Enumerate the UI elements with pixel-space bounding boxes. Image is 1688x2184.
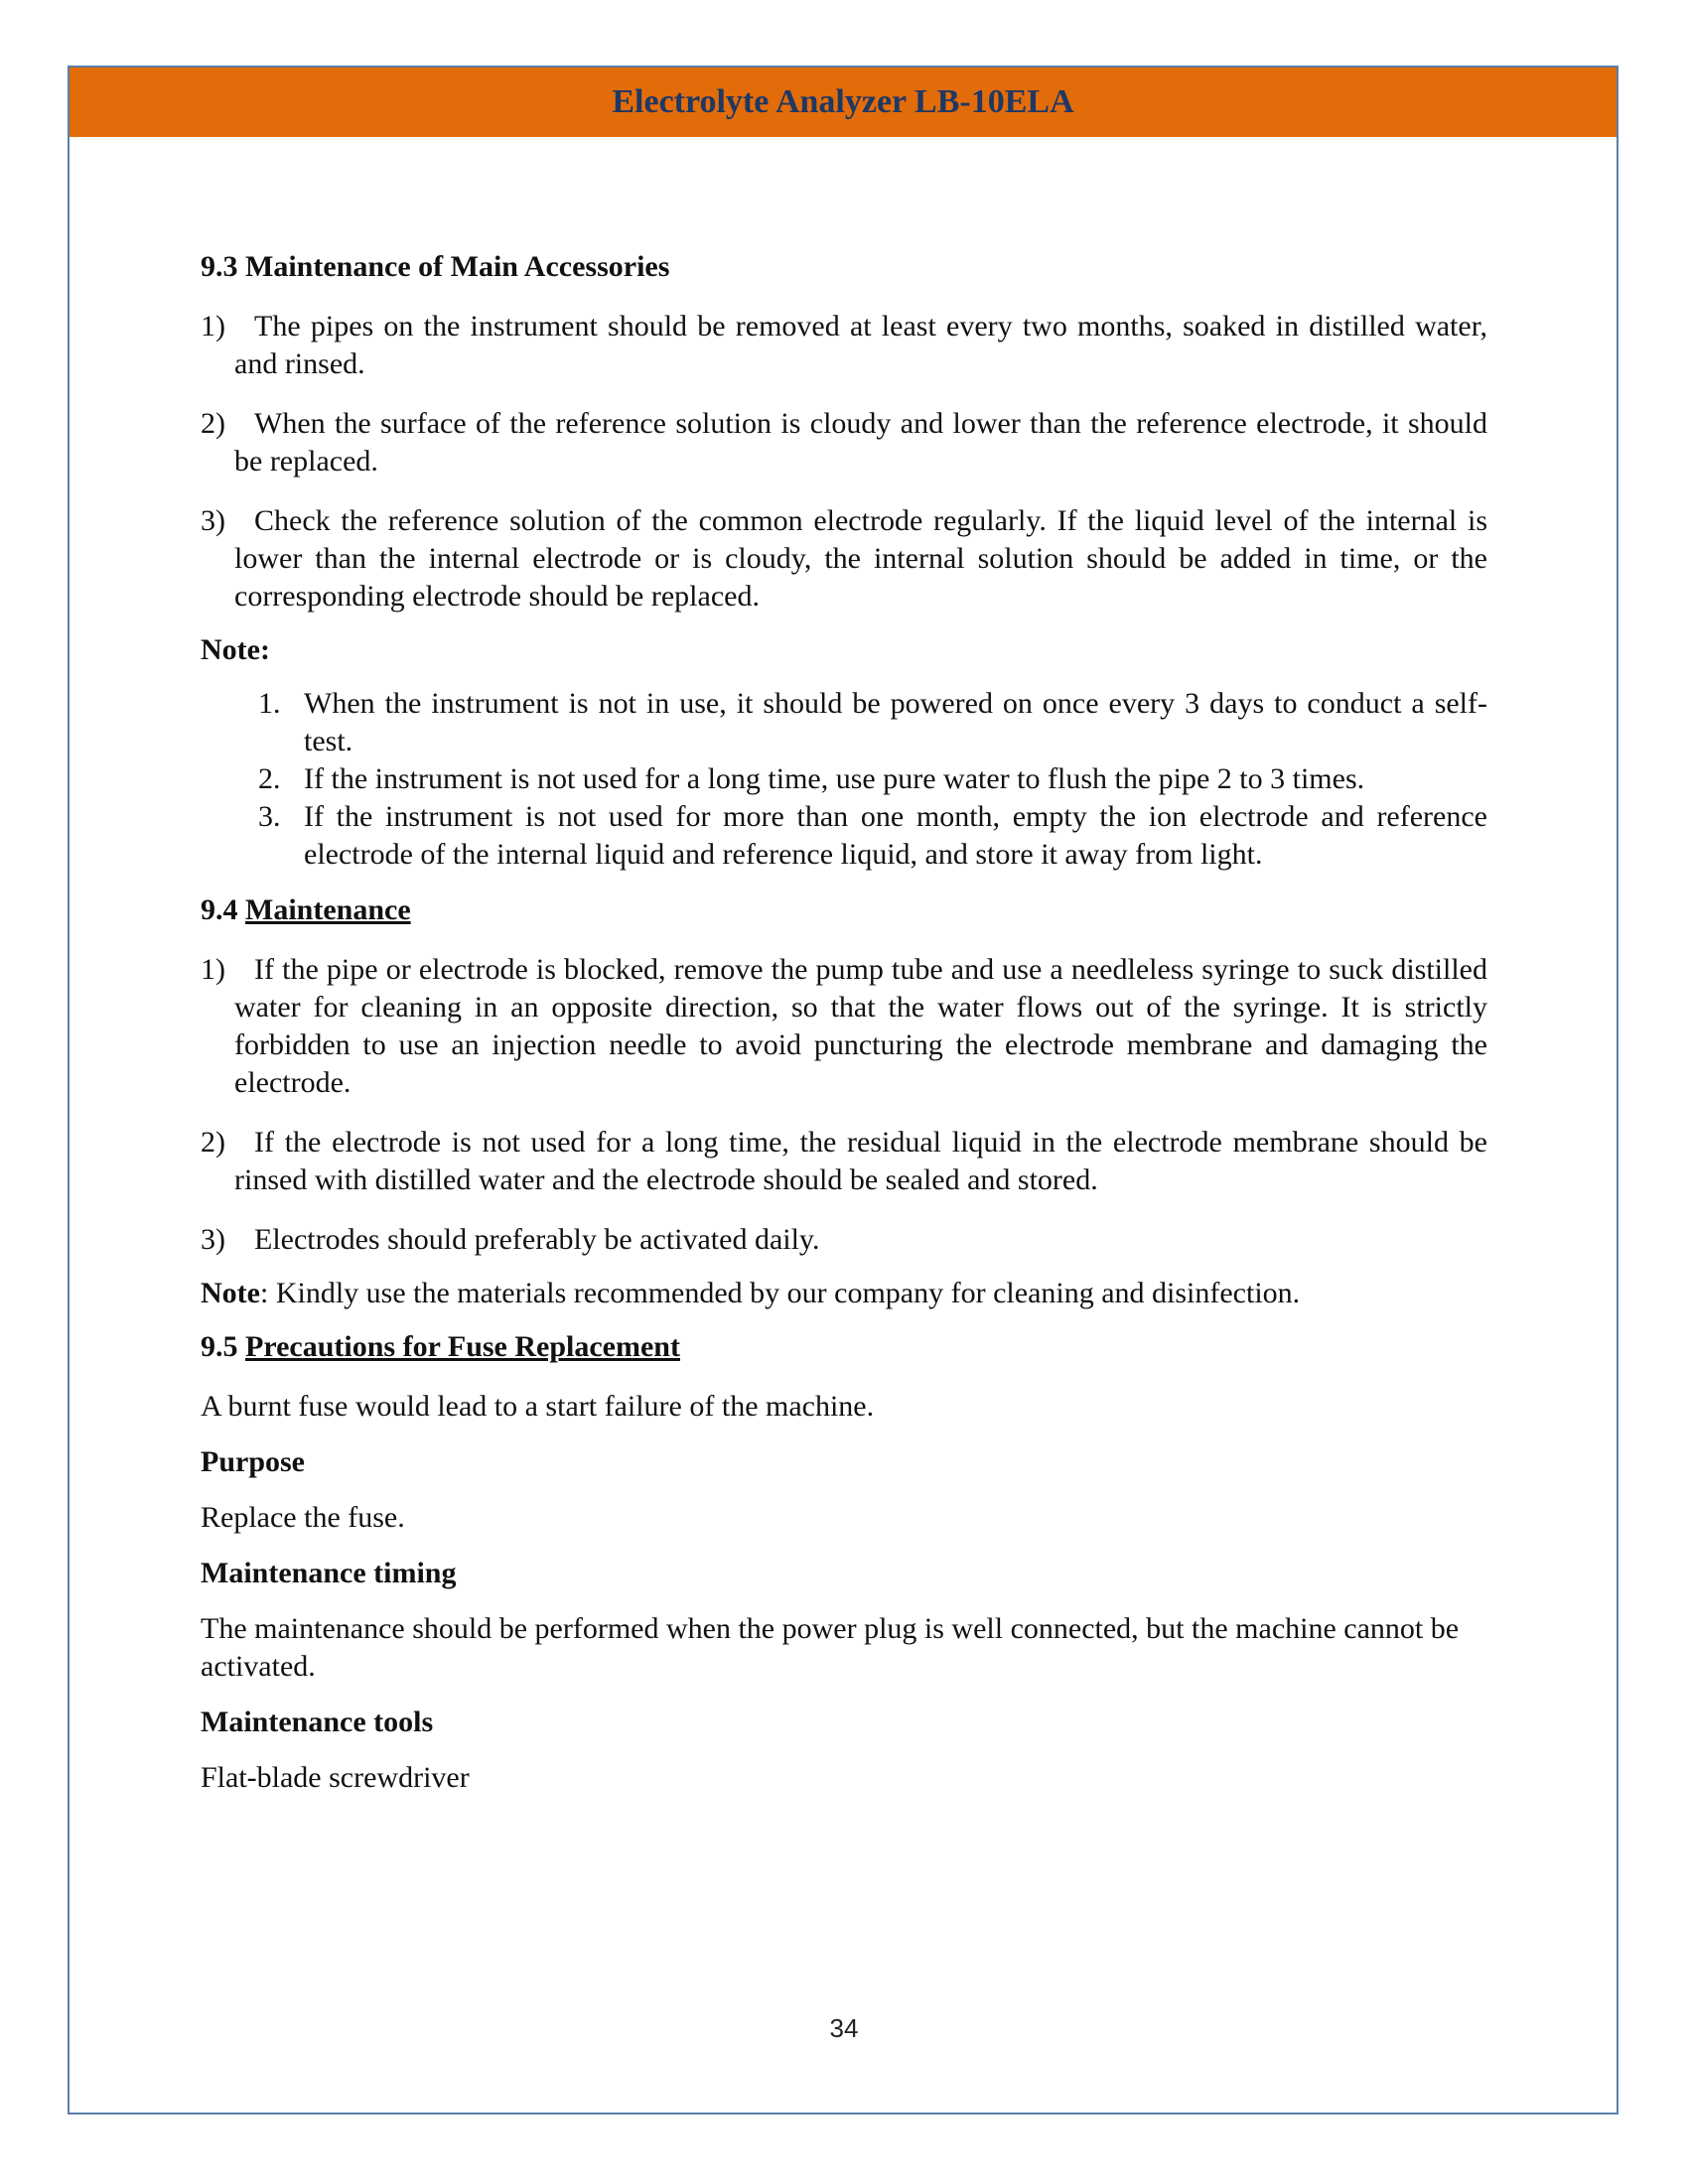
item-number: 3) [201,1223,225,1256]
purpose-text: Replace the fuse. [201,1501,405,1534]
page-content [201,248,1487,1819]
section-intro: A burnt fuse would lead to a start failure of the machine. [201,1390,875,1423]
tools-heading: Maintenance tools [201,1706,434,1738]
note-item [258,798,1487,874]
note-text: : Kindly use the materials recommended by our company for cleaning and disinfection. [259,1277,1301,1309]
item-number: 3) [201,504,225,537]
note-label: Note [201,1277,260,1309]
list-item [201,405,1487,480]
section-number: 9.5 [201,1330,238,1363]
item-text: When the surface of the reference solution is cloudy and lower than the reference electrode, it should be replaced. [234,407,1487,478]
list-item [201,1124,1487,1199]
list-item [201,308,1487,383]
section-9-4-note [201,1275,1487,1312]
section-9-4-heading [201,891,1487,929]
section-number: 9.4 [201,893,238,926]
document-title: Electrolyte Analyzer LB-10ELA [612,83,1074,120]
note-label: Note: [201,633,270,666]
item-text: Check the reference solution of the common electrode regularly. If the liquid level of the internal is lower than the internal electrode or is cloudy, the internal solution should be added in time, or the corresponding electrode should be replaced. [234,504,1487,613]
section-9-3-heading: 9.3 Maintenance of Main Accessories [201,250,670,283]
note-number: 3. [258,800,281,833]
page-number: 34 [829,2013,859,2043]
section-9-5-heading [201,1328,1487,1366]
note-text: If the instrument is not used for more than one month, empty the ion electrode and reference electrode of the internal liquid and reference liquid, and store it away from light. [304,800,1487,871]
item-text: Electrodes should preferably be activated daily. [254,1223,820,1256]
section-title: Precautions for Fuse Replacement [245,1330,680,1363]
list-item [201,1221,1487,1259]
note-number: 2. [258,762,281,795]
list-item [201,502,1487,615]
tools-text: Flat-blade screwdriver [201,1761,470,1794]
list-item [201,951,1487,1102]
note-item [258,685,1487,760]
item-number: 1) [201,310,225,342]
note-list [201,685,1487,874]
item-text: The pipes on the instrument should be removed at least every two months, soaked in distilled water, and rinsed. [234,310,1487,380]
item-text: If the pipe or electrode is blocked, remove the pump tube and use a needleless syringe to suck distilled water for cleaning in an opposite direction, so that the water flows out of the syringe. It is strictly forbidden to use an injection needle to avoid puncturing the electrode membrane and damaging the electrode. [234,953,1487,1099]
note-text: When the instrument is not in use, it should be powered on once every 3 days to conduct a self-test. [304,687,1487,757]
item-number: 1) [201,953,225,986]
timing-text: The maintenance should be performed when the power plug is well connected, but the machine cannot be activated. [201,1612,1460,1683]
timing-heading: Maintenance timing [201,1557,457,1589]
item-text: If the electrode is not used for a long time, the residual liquid in the electrode membrane should be rinsed with distilled water and the electrode should be sealed and stored. [234,1126,1487,1196]
item-number: 2) [201,1126,225,1159]
item-number: 2) [201,407,225,440]
note-number: 1. [258,687,281,720]
purpose-heading: Purpose [201,1445,305,1478]
section-title: Maintenance [245,893,411,926]
note-text: If the instrument is not used for a long time, use pure water to flush the pipe 2 to 3 times. [304,762,1365,795]
note-item [258,760,1487,798]
